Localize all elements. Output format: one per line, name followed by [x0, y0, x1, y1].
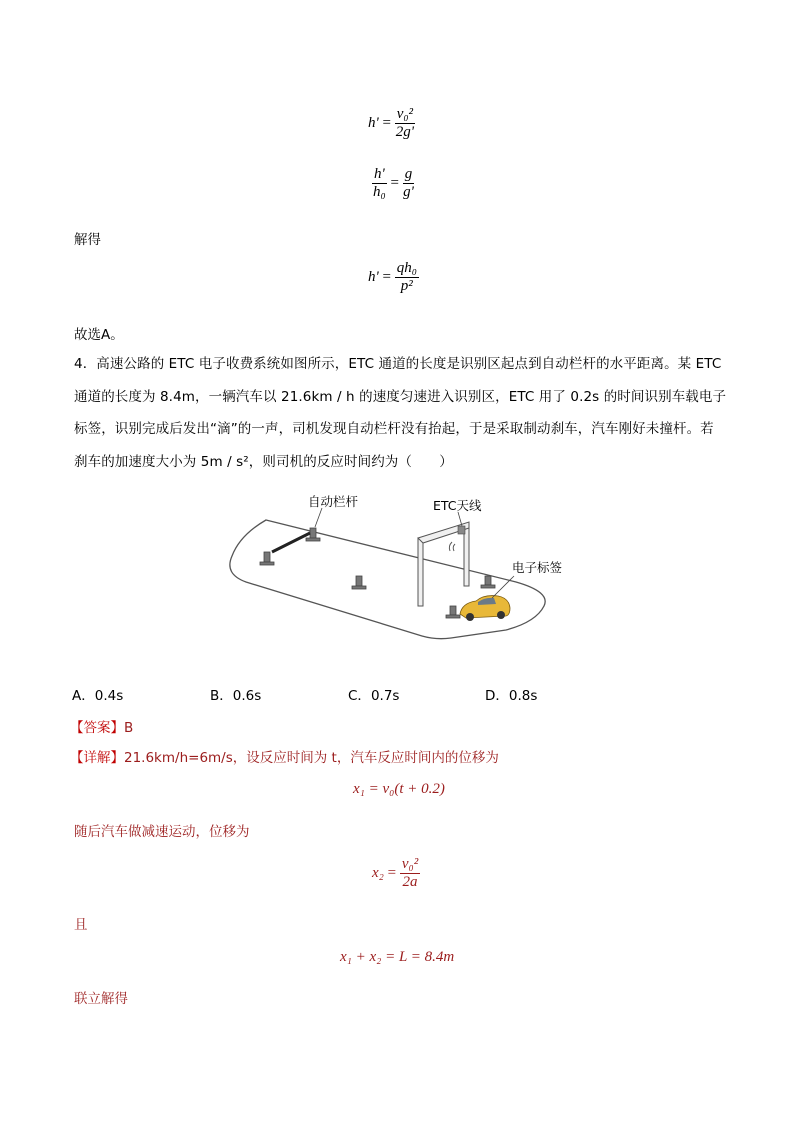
eq2-left-denominator: h₀ [373, 184, 386, 200]
option-d [485, 684, 537, 704]
option-a-label: A． [72, 688, 95, 704]
detail-line-3: 且 [74, 917, 88, 933]
equation-sum: x₁ + x₂ = L = 8.4m [340, 949, 455, 965]
equation-x2: x₂ = $\frac{\text{v₀²}}{2a}$ [372, 856, 419, 890]
detail-text: 21.6km/h=6m/s，设反应时间为 t，汽车反应时间内的位移为 [124, 750, 499, 766]
equation-h-result: h' = $\frac{\text{qh₀}}{\text{p²}}$ [368, 260, 417, 294]
option-b [210, 684, 261, 704]
option-d-value: 0.8s [508, 688, 538, 704]
eq1-denominator: 2g' [395, 124, 414, 140]
barrier-leader [315, 508, 322, 527]
option-d-label: D． [485, 688, 509, 704]
eq1-fraction [395, 106, 415, 141]
option-a-value: 0.4s [94, 688, 124, 704]
answer-tag: 【答案】 [70, 720, 124, 736]
antenna-leader [458, 512, 462, 526]
answer-value: B [124, 720, 134, 736]
solve-label: 解得 [74, 232, 101, 248]
conclusion-text: 故选A。 [74, 327, 124, 343]
label-electronic-tag: 电子标签 [512, 560, 563, 575]
option-c-value: 0.7s [370, 688, 400, 704]
option-c-label: C． [348, 688, 371, 704]
eq-x2-numerator: v₀² [401, 856, 419, 872]
detail-line-2: 随后汽车做减速运动，位移为 [74, 824, 250, 840]
equation-x1: x₁ = v₀(t + 0.2) [353, 781, 445, 797]
option-b-value: 0.6s [232, 688, 262, 704]
detail-line [70, 746, 499, 766]
option-b-label: B． [210, 688, 233, 704]
detail-line-4: 联立解得 [74, 991, 128, 1007]
eq3-numerator: qh₀ [396, 260, 417, 276]
etc-diagram [226, 490, 572, 650]
eq3-lhs: h' [368, 268, 379, 285]
equation-ratio: $\frac{h'}{\text{h₀}}$ = $\frac{g}{g'}$ [373, 166, 414, 200]
equation-h-prime: h' = $\frac{\text{v₀²}}{2g'}$ [368, 106, 414, 140]
question-line-3: 标签，识别完成后发出“滴”的一声，司机发现自动栏杆没有抬起，于是采取制动刹车，汽车刚好未撞杆。若 [74, 421, 714, 437]
detail-tag: 【详解】 [70, 750, 124, 766]
eq2-right-fraction [403, 166, 415, 201]
eq1-numerator: v₀² [396, 106, 414, 122]
answer-line [70, 716, 133, 736]
question-line-1: 4．高速公路的 ETC 电子收费系统如图所示，ETC 通道的长度是识别区起点到自动栏杆的水平距离。某 ETC [74, 356, 722, 372]
road-outline [230, 520, 545, 639]
eq-x2-fraction [400, 856, 420, 891]
label-auto-barrier: 自动栏杆 [308, 494, 359, 509]
eq1-lhs: h' [368, 114, 379, 131]
eq2-right-denominator: g' [403, 184, 414, 200]
eq3-fraction [395, 260, 419, 295]
signal-waves [449, 542, 455, 551]
question-line-2: 通道的长度为 8.4m，一辆汽车以 21.6km / h 的速度匀速进入识别区，ETC 用了 0.2s 的时间识别车载电子 [74, 389, 727, 405]
eq2-left-fraction [372, 166, 387, 201]
question-line-4: 刹车的加速度大小为 5m / s²，则司机的反应时间约为（ ） [74, 454, 453, 470]
etc-antenna-box [458, 526, 465, 534]
option-c [348, 684, 399, 704]
label-etc-antenna: ETC天线 [433, 498, 482, 513]
eq-x2-lhs: x₂ [372, 864, 384, 881]
option-a [72, 684, 123, 704]
eq-x2-denominator: 2a [402, 874, 418, 890]
eq2-right-numerator: g [404, 166, 413, 182]
eq2-left-numerator: h' [374, 166, 385, 182]
eq3-denominator: p² [400, 278, 413, 294]
